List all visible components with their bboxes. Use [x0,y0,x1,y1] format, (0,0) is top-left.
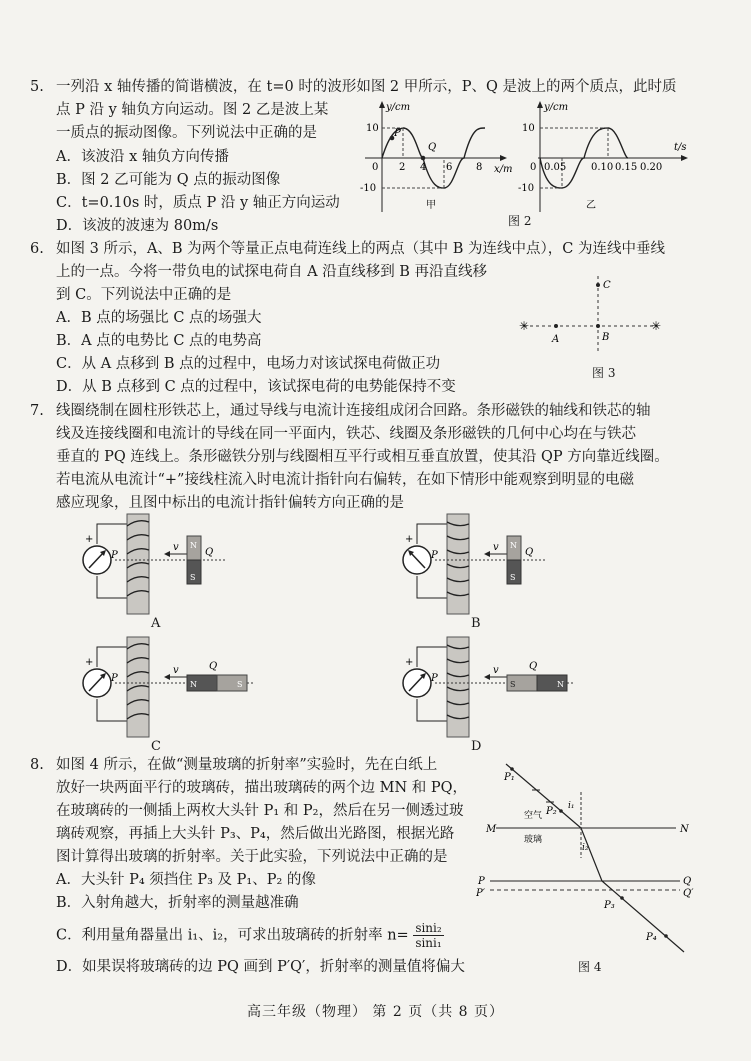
jia-xtick-6: 6 [446,162,453,173]
question-5-number: 5. [30,79,44,95]
label-n-d: N [557,680,564,689]
label-n: N [680,824,689,835]
q7-stem-line-2: 线及连接线圈和电流计的导线在同一平面内，铁芯、线圈及条形磁铁的几何中心均在与铁芯 [56,426,636,442]
point-a [554,324,558,328]
q6-option-d: D．从 B 点移到 C 点的过程中，该试探电荷的电势能保持不变 [56,379,456,395]
coil-diagram-d [395,635,595,740]
label-p-prime: P′ [476,888,485,899]
label-i2: i₂ [582,843,589,853]
q7-stem-line-1: 线圈绕制在圆柱形铁芯上，通过导线与电流计连接组成闭合回路。条形磁铁的轴线和铁芯的轴 [56,403,651,419]
coil-diagram-b [395,512,595,617]
plus-terminal-c: + [85,657,94,668]
q7-diagram-d [395,635,595,760]
q7-diagram-c [75,635,275,760]
label-v-c: v [173,665,179,676]
yi-ylabel: y/cm [544,102,569,113]
figure-4-refraction-diagram [476,754,696,959]
yi-ytick-10: 10 [522,123,535,134]
label-q-a: Q [205,547,214,558]
q8-option-c-text: C．利用量角器量出 i₁、i₂，可求出玻璃砖的折射率 n= [56,927,409,944]
jia-p-label: P [394,128,401,139]
jia-xlabel: x/m [494,164,513,175]
plus-terminal-d: + [405,657,414,668]
point-c [596,283,600,287]
label-p2: P₂ [546,806,557,817]
jia-ytick-neg10: -10 [360,183,377,194]
label-glass: 玻璃 [524,835,543,845]
q8-option-b: B．入射角越大，折射率的测量越准确 [56,895,299,911]
label-b: B [602,332,610,343]
q8-stem-line-1: 如图 4 所示，在做“测量玻璃的折射率”实验时，先在白纸上 [56,757,438,773]
label-q-d: Q [529,661,538,672]
figure-3-caption: 图 3 [592,366,616,380]
label-q: Q [683,876,692,887]
jia-ylabel: y/cm [386,102,411,113]
label-p-c: P [111,673,118,684]
figure-2-yi-vibration-graph [518,100,693,215]
yi-ytick-neg10: -10 [518,183,535,194]
q5-option-a: A．该波沿 x 轴负方向传播 [56,149,229,165]
label-air: 空气 [524,811,543,821]
formula-numerator: sini₂ [415,921,442,935]
label-q-prime: Q′ [683,888,694,899]
label-p: P [478,876,485,887]
label-m: M [486,824,497,835]
q8-stem-line-4: 璃砖观察，再插上大头针 P₃、P₄，然后做出光路图，根据光路 [56,826,455,842]
q6-stem-line-1: 如图 3 所示，A、B 为两个等量正点电荷连线上的两点（其中 B 为连线中点），C 为连线中垂线 [56,241,666,257]
q7-caption-a: A [151,616,161,631]
q5-option-d: D．该波的波速为 80m/s [56,218,219,234]
coil-diagram-a [75,512,275,617]
label-p-a: P [111,550,118,561]
q7-stem-line-5: 感应现象，且图中标出的电流计指针偏转方向正确的是 [56,495,404,511]
label-c: C [603,280,611,291]
yi-caption: 乙 [586,200,596,211]
q8-option-c [56,921,486,950]
q5-stem-line-2: 点 P 沿 y 轴负方向运动。图 2 乙是波上某 [56,102,329,118]
label-s-b: S [510,573,516,582]
q7-caption-b: B [471,616,481,631]
pin-p2 [559,809,563,813]
q8-stem-line-2: 放好一块两面平行的玻璃砖，描出玻璃砖的两个边 MN 和 PQ， [56,780,468,796]
jia-ytick-10: 10 [366,123,379,134]
pin-p4 [664,934,668,938]
q6-option-a: A．B 点的场强比 C 点的场强大 [56,310,262,326]
charge-left-icon: ✳ [519,319,530,333]
q7-caption-d: D [471,739,482,754]
q5-stem-line-1: 一列沿 x 轴传播的简谐横波，在 t=0 时的波形如图 2 甲所示，P、Q 是波上的两个质点，此时质 [56,79,677,95]
q6-stem-line-3: 到 C。下列说法中正确的是 [56,287,232,303]
label-a: A [552,334,560,345]
formula-denominator: sini₁ [415,936,442,950]
point-q [421,156,426,161]
q8-options [56,869,486,979]
label-i1: i₁ [568,801,575,811]
yi-origin: 0 [530,162,537,173]
q7-stem-line-4: 若电流从电流计“+”接线柱流入时电流计指针向右偏转，在如下情形中能观察到明显的电磁 [56,472,634,488]
q7-diagram-b [395,512,595,637]
jia-xtick-8: 8 [476,162,483,173]
jia-q-label: Q [428,142,437,153]
plus-terminal-b: + [405,534,414,545]
label-p1: P₁ [504,772,515,783]
yi-xlabel: t/s [674,142,687,153]
page-footer: 高三年级（物理） 第 2 页（共 8 页） [246,1004,505,1020]
q6-option-b: B．A 点的电势比 C 点的电势高 [56,333,262,349]
label-n-c: N [190,680,197,689]
q5-stem-line-3: 一质点的振动图像。下列说法中正确的是 [56,125,317,141]
q6-stem-line-2: 上的一点。今将一带负电的试探电荷自 A 沿直线移到 B 再沿直线移 [56,264,488,280]
figure-2-jia-wave-graph [360,100,520,215]
question-6-number: 6. [30,241,44,257]
label-v-a: v [173,542,179,553]
yi-xtick-015: 0.15 [615,162,638,173]
label-p-d: P [431,673,438,684]
jia-origin: 0 [372,162,379,173]
figure-4-caption: 图 4 [578,960,602,974]
pin-p3 [620,896,624,900]
label-s-c: S [237,680,243,689]
yi-xtick-005: 0.05 [544,162,567,173]
pin-p1 [510,767,514,771]
q8-option-a: A．大头针 P₄ 须挡住 P₃ 及 P₁、P₂ 的像 [56,872,316,888]
q6-option-c: C．从 A 点移到 B 点的过程中，电场力对该试探电荷做正功 [56,356,441,372]
q5-option-c: C．t=0.10s 时，质点 P 沿 y 轴正方向运动 [56,195,340,211]
label-v-d: v [493,665,499,676]
q7-stem-line-3: 垂直的 PQ 连线上。条形磁铁分别与线圈相互平行或相互垂直放置，使其沿 QP 方向靠近线圈。 [56,449,669,465]
label-p4: P₄ [646,932,657,943]
coil-diagram-c [75,635,275,740]
q8-stem-line-3: 在玻璃砖的一侧插上两枚大头针 P₁ 和 P₂，然后在另一侧透过玻 [56,803,464,819]
yi-xtick-020: 0.20 [640,162,663,173]
question-7 [30,400,726,515]
label-p-b: P [431,550,438,561]
refraction-formula [413,921,443,950]
question-8 [30,754,486,979]
q5-option-b: B．图 2 乙可能为 Q 点的振动图像 [56,172,281,188]
label-q-b: Q [525,547,534,558]
figure-3-point-charges [516,272,666,356]
q8-stem-line-5: 图计算得出玻璃的折射率。关于此实验，下列说法中正确的是 [56,849,448,865]
label-s-d: S [510,680,516,689]
plus-terminal-a: + [85,534,94,545]
label-n-b: N [510,541,517,550]
label-p3: P₃ [604,900,615,911]
yi-xtick-010: 0.10 [591,162,614,173]
label-s-a: S [190,573,196,582]
label-v-b: v [493,542,499,553]
question-8-number: 8. [30,757,44,773]
jia-xtick-2: 2 [399,162,406,173]
jia-caption: 甲 [426,200,436,211]
charge-right-icon: ✳ [651,319,662,333]
figure-2-caption: 图 2 [508,214,532,228]
question-7-number: 7. [30,403,44,419]
q7-diagram-a [75,512,275,637]
point-b [596,324,600,328]
q8-option-d: D．如果误将玻璃砖的边 PQ 画到 P′Q′，折射率的测量值将偏大 [56,959,465,975]
q7-caption-c: C [151,739,161,754]
label-n-a: N [190,541,197,550]
jia-xtick-4: 4 [420,162,427,173]
label-q-c: Q [209,661,218,672]
